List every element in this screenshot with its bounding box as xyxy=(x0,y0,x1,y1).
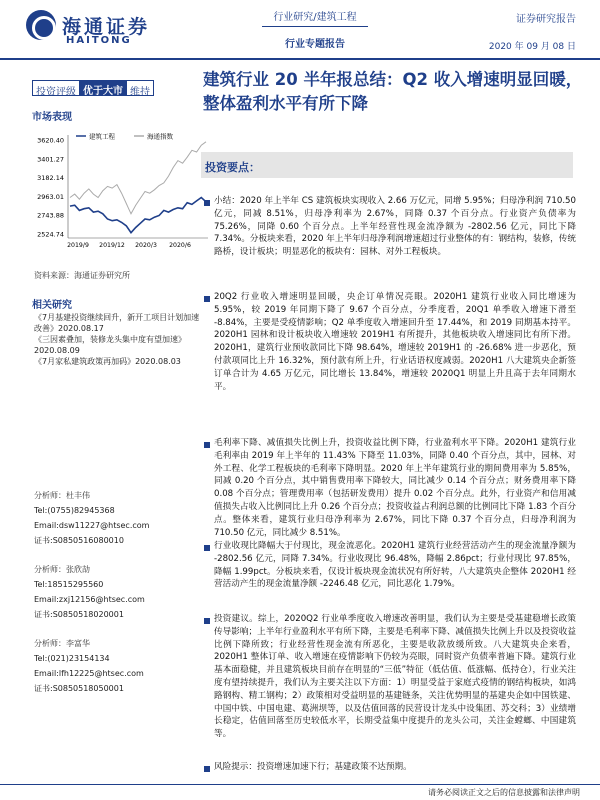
analyst-tel: Tel:(0755)82945368 xyxy=(34,506,115,515)
bullet-icon xyxy=(204,296,210,302)
bullet-icon xyxy=(204,442,210,448)
header-right xyxy=(489,10,576,52)
analyst-block xyxy=(34,636,204,696)
analyst-cert: 证书:S0850518050001 xyxy=(34,684,124,693)
header-divider xyxy=(262,26,368,27)
rating-label: 投资评级 xyxy=(32,80,80,96)
analyst-name: 分析师：李富华 xyxy=(34,639,90,648)
analyst-cert: 证书:S0850516080010 xyxy=(34,536,124,545)
key-point-revenue: 20Q2 行业收入增速明显回暖，央企订单情况亮眼。2020H1 建筑行业收入同比增速为 5.95%，较 2019 年同期下降了 9.67 个百分点，分季度看，20Q1 单季收入增速下滑至 -8.84%，主要是受疫情影响；Q2 单季度收入增速回升至 17.44%，和 2019 同期基本持平。2020H1 园林和设计板块收入增速较 2019H1 有所提升，其他板块收入增速同比有所下滑。2020H1，建筑行业预收款同比下降 98.64%，增速较 2019H1 的 -26.68% 进一步恶化，预付款项同比上升 16.32%，预付款有所上升，行业话语权度减弱。2020H1 八大建筑央企新签订单合计为 4.65 万亿元，同比增长 13.84%，增速较 2020Q1 明显上升且高于去年同期水平。 xyxy=(214,292,576,392)
key-point-recommendation: 投资建议。综上，2020Q2 行业单季度收入增速改善明显，我们认为主要是受基建稳增长政策传导影响；上半年行业盈利水平有所下降，主要是毛利率下降、减值损失比例上升以及投资收益比例下降所致；行业经营性现金流有所恶化，主要是收款放缓所致。八大建筑央企来看，2020H1 整体订单、收入增速在疫情影响下仍较为亮眼，同时资产负债率普遍下降。建筑行业基本面稳健，并且建筑板块目前存在明显的“三低”特征（低估值、低涨幅、低持仓），行业关注度有望持续提升，我们认为主要关注以下方面：1）明显受益于家庭式疫情的钢结构板块，如鸿路钢构、精工钢构；2）政策相对受益明显的基建链条，关注优势明显的基建央企如中国铁建、中国中铁、中国电建、葛洲坝等，以及估值回落的民营设计龙头中设集团、苏交科；3）业绩增长稳定，估值回落至历史较低水平，长期受益集中度提升的龙头公司，关注金螳螂、中国建筑等。 xyxy=(214,614,576,740)
market-heading: 市场表现 xyxy=(32,112,72,123)
series-line-0 xyxy=(70,198,206,233)
legend-label: 海通指数 xyxy=(147,132,173,141)
rating-status: 维持 xyxy=(126,80,154,96)
key-point-cashflow: 行业收现比降幅大于付现比，现金流恶化。2020H1 建筑行业经营活动产生的现金流量净额为 -2802.56 亿元，同降 7.34%。行业收现比 96.48%，降幅 2.86pct；行业付现比 97.85%，降幅 1.99pct。分板块来看，仅设计板块现金流状况有所好转，八大建筑央企整体 2020H1 经营活动产生的现金流量净额 -2246.48 亿元，同比恶化 1.79%。 xyxy=(214,541,576,590)
analyst-cert: 证书:S0850518020001 xyxy=(34,610,124,619)
research-item[interactable]: 《三因素叠加，装修龙头集中度有望加速》2020.08.09 xyxy=(34,335,186,355)
analyst-email[interactable]: Email:dsw11227@htsec.com xyxy=(34,521,150,530)
report-title: 建筑行业 20 半年报总结：Q2 收入增速明显回暖，整体盈利水平有所下降 xyxy=(203,70,583,113)
analyst-list xyxy=(34,488,204,696)
y-tick-label: 2743.88 xyxy=(37,211,64,220)
rating-value: 优于大市 xyxy=(80,80,126,96)
category-secondary: 行业专题报告 xyxy=(285,39,345,50)
x-tick-label: 2020/3 xyxy=(135,242,157,249)
key-point-risk: 风险提示：投资增速加速下行；基建政策不达预期。 xyxy=(214,762,412,772)
footer-disclaimer: 请务必阅读正文之后的信息披露和法律声明 xyxy=(428,788,580,797)
logo-en: HAITONG xyxy=(66,35,132,46)
y-tick-label: 3401.27 xyxy=(37,155,64,164)
research-list xyxy=(34,312,204,367)
analyst-email[interactable]: Email:zxj12156@htsec.com xyxy=(34,595,145,604)
logo-icon xyxy=(26,10,56,40)
report-date: 2020 年 09 月 08 日 xyxy=(488,42,576,52)
y-tick-label: 2963.01 xyxy=(37,192,64,201)
x-tick-label: 2019/9 xyxy=(67,242,89,249)
y-tick-label: 3620.40 xyxy=(37,136,64,145)
logo-cn: 海通证券 xyxy=(62,16,151,38)
bullet-icon xyxy=(204,545,210,551)
market-chart xyxy=(30,130,210,258)
key-point-margin: 毛利率下降、减值损失比例上升，投资收益比例下降，行业盈利水平下降。2020H1 建筑行业毛利率由 2019 年上半年的 11.43% 下降至 11.03%，同降 0.40 个百分点，其中，园林、对外工程、化学工程板块的毛利率下降明显。2020 年上半年建筑行业的期间费用率为 5.85%，同减 0.20 个百分点，其中销售费用率下降较大，同比减少 0.14 个百分点；财务费用率下降 0.08 个百分点；管理费用率（包括研发费用）提升 0.02 个百分点。此外，行业资产和信用减值损失占收入比例同比上升 0.26 个百分点；投资收益占利润总额的比例同比下降 1.83 个百分点。整体来看，建筑行业归母净利率为 2.67%，同比下降 0.37 个百分点，归母净利润为 710.50 亿元，同比减少 8.51%。 xyxy=(214,438,576,538)
research-item[interactable]: 《7月家私建筑政策再加码》2020.08.03 xyxy=(34,357,181,366)
x-tick-label: 2019/12 xyxy=(99,242,125,249)
series-line-1 xyxy=(70,142,206,214)
analyst-tel: Tel:(021)23154134 xyxy=(34,654,110,663)
bullet-icon xyxy=(204,618,210,624)
analyst-email[interactable]: Email:lfh12225@htsec.com xyxy=(34,669,144,678)
y-tick-label: 2524.74 xyxy=(37,230,64,239)
header-categories xyxy=(262,8,368,50)
chart-source: 资料来源：海通证券研究所 xyxy=(34,271,130,280)
analyst-name: 分析师：杜丰伟 xyxy=(34,491,90,500)
report-type: 证券研究报告 xyxy=(516,14,576,25)
x-tick-label: 2020/6 xyxy=(169,242,191,249)
header-rule xyxy=(0,58,600,60)
key-points-heading: 投资要点： xyxy=(205,161,260,174)
key-point-summary: 小结：2020 年上半年 CS 建筑板块实现收入 2.66 万亿元，同增 5.95%；归母净利润 710.50 亿元，同减 8.51%，归母净利率为 2.67%，同降 0.37 个百分点。行业资产负债率为 75.26%，同降 0.60 个百分点。上半年经营性现金流净额为 -2802.56 亿元，同比下降 7.34%。分板块来看，2020 年上半年归母净利润增速超过行业整体的有：钢结构，装修，传统路桥，设计板块；明显恶化的板块有：园林、对外工程板块。 xyxy=(214,196,576,258)
analyst-block xyxy=(34,562,204,622)
bullet-icon xyxy=(204,766,210,772)
rating-badge xyxy=(32,80,154,96)
research-heading: 相关研究 xyxy=(32,300,72,311)
analyst-name: 分析师：张欣劼 xyxy=(34,565,90,574)
footer-rule xyxy=(0,784,600,785)
y-tick-label: 3182.14 xyxy=(37,174,64,183)
category-primary: 行业研究/建筑工程 xyxy=(273,12,357,23)
research-item[interactable]: 《7月基建投资继续回升，新开工项目计划加速改善》2020.08.17 xyxy=(34,313,200,333)
analyst-tel: Tel:18515295560 xyxy=(34,580,104,589)
legend-label: 建筑工程 xyxy=(89,132,115,141)
analyst-block xyxy=(34,488,204,548)
bullet-icon xyxy=(204,200,210,206)
